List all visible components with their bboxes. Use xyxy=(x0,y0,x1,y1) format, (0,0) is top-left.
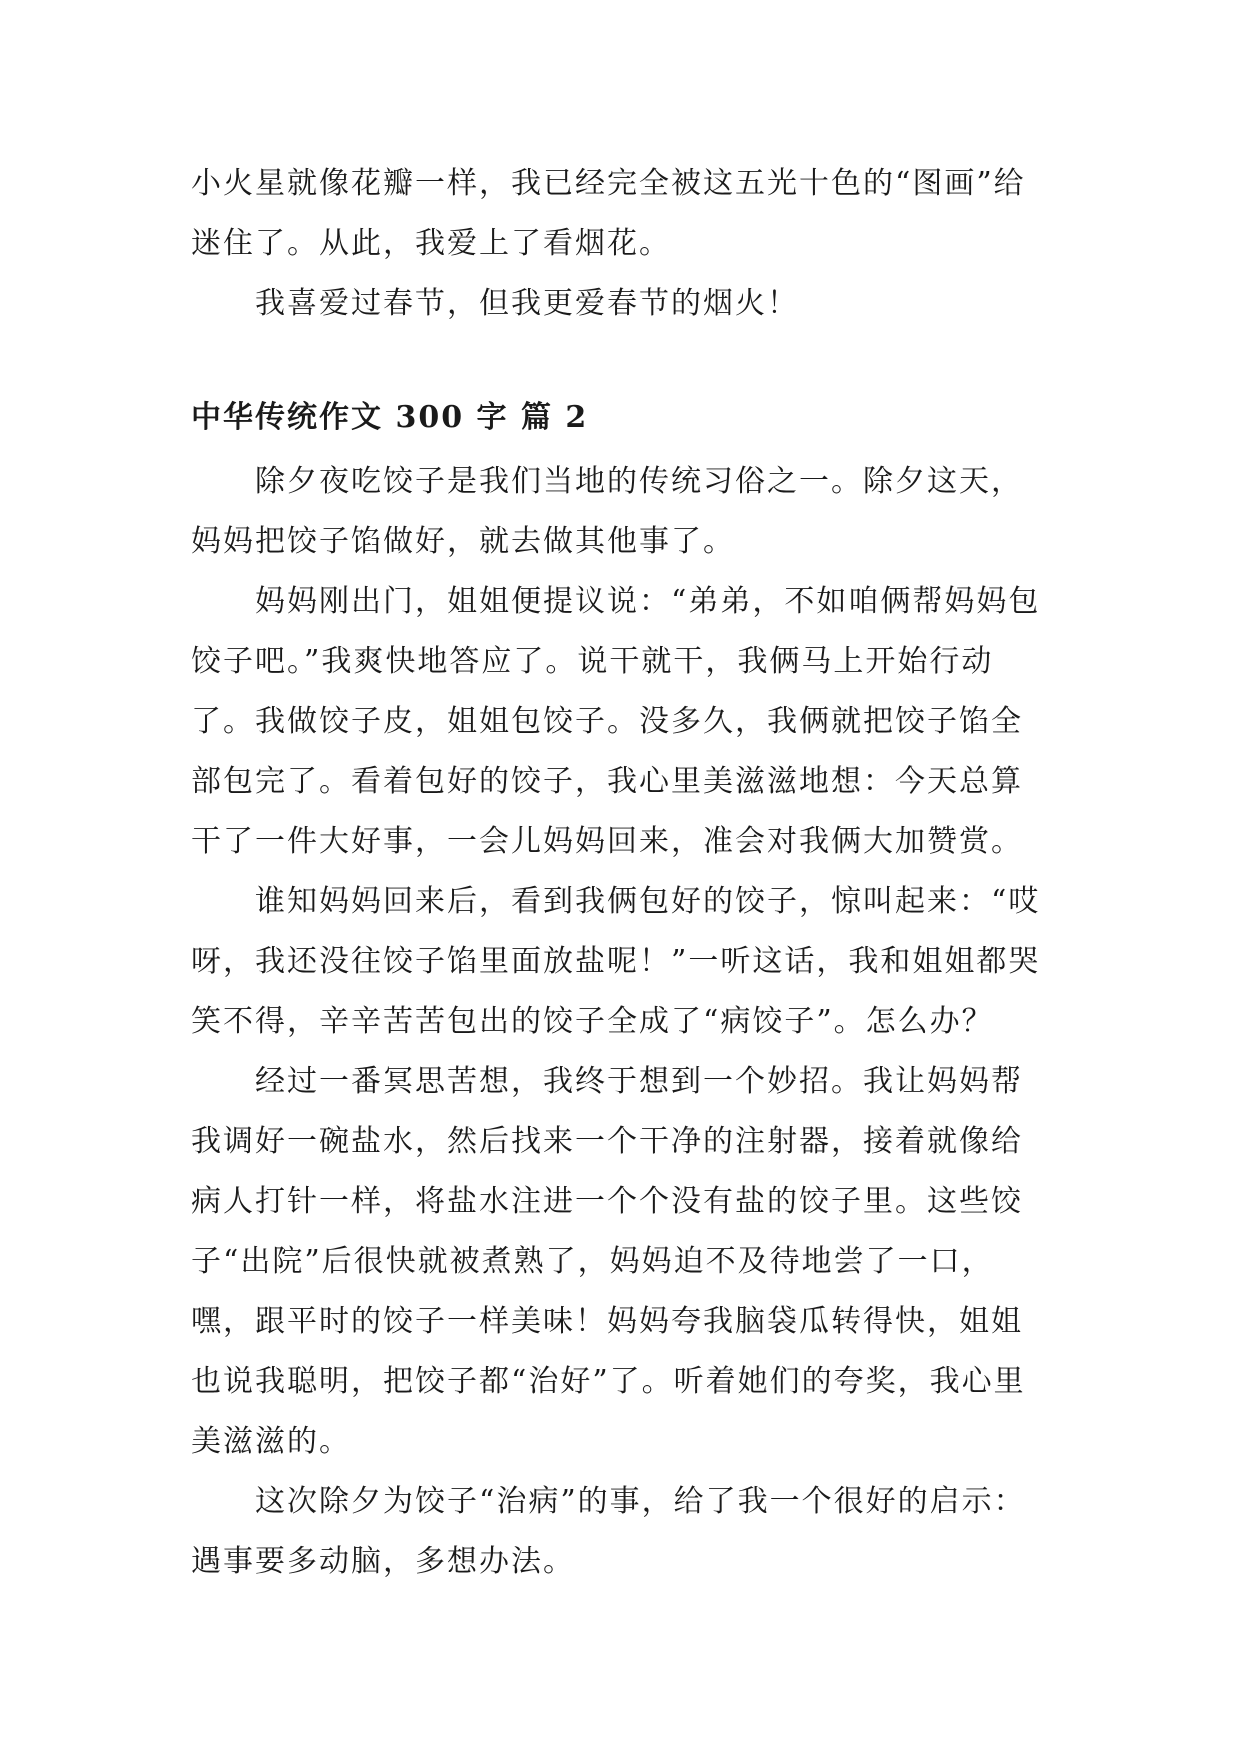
paragraph: 经过一番冥思苦想，我终于想到一个妙招。我让妈妈帮我调好一碗盐水，然后找来一个干净的注射器，接着就像给病人打针一样，将盐水注进一个个没有盐的饺子里。这些饺子“出院”后很快就被煮熟了，妈妈迫不及待地尝了一口，嘿，跟平时的饺子一样美味！妈妈夸我脑袋瓜转得快，姐姐也说我聪明，把饺子都“治好”了。听着她们的夸奖，我心里美滋滋的。 xyxy=(191,1064,1026,1459)
section-heading: 中华传统作文 300 字 篇 2 xyxy=(191,400,589,435)
paragraph-continuation: 小火星就像花瓣一样，我已经完全被这五光十色的“图画”给迷住了。从此，我爱上了看烟花。 xyxy=(191,166,1026,261)
paragraph-closing: 我喜爱过春节，但我更爱春节的烟火！ xyxy=(255,286,799,321)
paragraph: 这次除夕为饺子“治病”的事，给了我一个很好的启示：遇事要多动脑，多想办法。 xyxy=(191,1484,1026,1579)
essay-section xyxy=(191,388,1051,1592)
paragraph: 谁知妈妈回来后，看到我俩包好的饺子，惊叫起来：“哎呀，我还没往饺子馅里面放盐呢！”一听这话，我和姐姐都哭笑不得，辛辛苦苦包出的饺子全成了“病饺子”。怎么办？ xyxy=(191,884,1041,1039)
paragraph: 妈妈刚出门，姐姐便提议说：“弟弟，不如咱俩帮妈妈包饺子吧。”我爽快地答应了。说干就干，我俩马上开始行动了。我做饺子皮，姐姐包饺子。没多久，我俩就把饺子馅全部包完了。看着包好的饺子，我心里美滋滋地想：今天总算干了一件大好事，一会儿妈妈回来，准会对我俩大加赞赏。 xyxy=(191,584,1041,859)
previous-section-tail xyxy=(191,154,1051,334)
paragraph: 除夕夜吃饺子是我们当地的传统习俗之一。除夕这天，妈妈把饺子馅做好，就去做其他事了。 xyxy=(191,464,1023,559)
